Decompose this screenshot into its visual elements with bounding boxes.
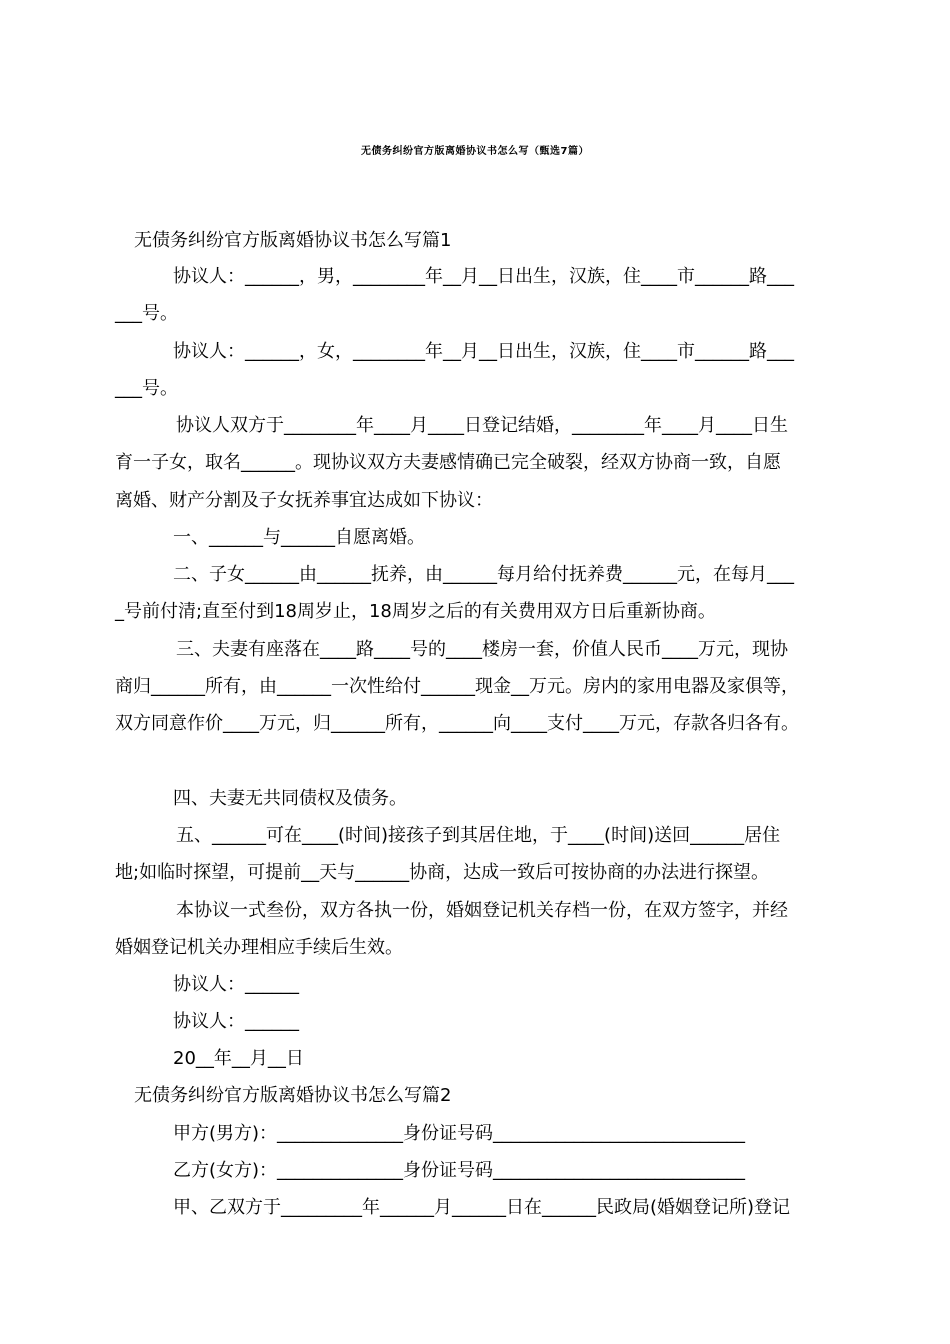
signature-line: 协议人：______	[173, 1011, 299, 1032]
paragraph-line: 本协议一式叁份，双方各执一份，婚姻登记机关存档一份，在双方签字，并经	[176, 900, 788, 921]
paragraph-line: 甲方(男方)：______________身份证号码____________________________	[173, 1123, 746, 1144]
paragraph-line: 五、______可在____(时间)接孩子到其居住地，于____(时间)送回______居住	[176, 825, 781, 846]
paragraph-line: 协议人双方于________年____月____日登记结婚，________年____月____日生	[176, 415, 788, 436]
signature-line: 协议人：______	[173, 974, 299, 995]
paragraph-line: ___号。	[115, 303, 178, 324]
paragraph-line: 乙方(女方)：______________身份证号码____________________________	[173, 1160, 746, 1181]
paragraph-line: 商归______所有，由______一次性给付______现金__万元。房内的家用电器及家俱等，	[115, 676, 799, 697]
section-heading-2: 无债务纠纷官方版离婚协议书怎么写篇2	[134, 1085, 452, 1106]
paragraph-line: 双方同意作价____万元，归______所有，______向____支付____万元，存款各归各有。	[115, 713, 799, 734]
date-line: 20__年__月__日	[173, 1048, 304, 1069]
paragraph-line: 四、夫妻无共同债权及债务。	[173, 788, 407, 809]
paragraph-line: 甲、乙双方于_________年______月______日在______民政局(婚姻登记所)登记	[173, 1197, 791, 1218]
paragraph-line: 育一子女，取名______。现协议双方夫妻感情确已完全破裂，经双方协商一致，自愿	[115, 452, 781, 473]
paragraph-line: 协议人：______，女，________年__月__日出生，汉族，住____市______路___	[173, 341, 794, 362]
paragraph-line: 二、子女______由______抚养，由______每月给付抚养费______元，在每月___	[173, 564, 794, 585]
paragraph-line: 协议人：______，男，________年__月__日出生，汉族，住____市______路___	[173, 266, 794, 287]
paragraph-line: ___号。	[115, 378, 178, 399]
paragraph-line: 地;如临时探望，可提前__天与______协商，达成一致后可按协商的办法进行探望。	[115, 862, 770, 883]
paragraph-line: _号前付清;直至付到18周岁止，18周岁之后的有关费用双方日后重新协商。	[115, 601, 716, 622]
section-heading-1: 无债务纠纷官方版离婚协议书怎么写篇1	[134, 230, 452, 251]
paragraph-line: 离婚、财产分割及子女抚养事宜达成如下协议：	[115, 490, 493, 511]
paragraph-line: 婚姻登记机关办理相应手续后生效。	[115, 937, 403, 958]
paragraph-line: 三、夫妻有座落在____路____号的____楼房一套，价值人民币____万元，现协	[176, 639, 788, 660]
document-title: 无债务纠纷官方版离婚协议书怎么写（甄选7篇）	[361, 146, 589, 157]
paragraph-line: 一、______与______自愿离婚。	[173, 527, 425, 548]
